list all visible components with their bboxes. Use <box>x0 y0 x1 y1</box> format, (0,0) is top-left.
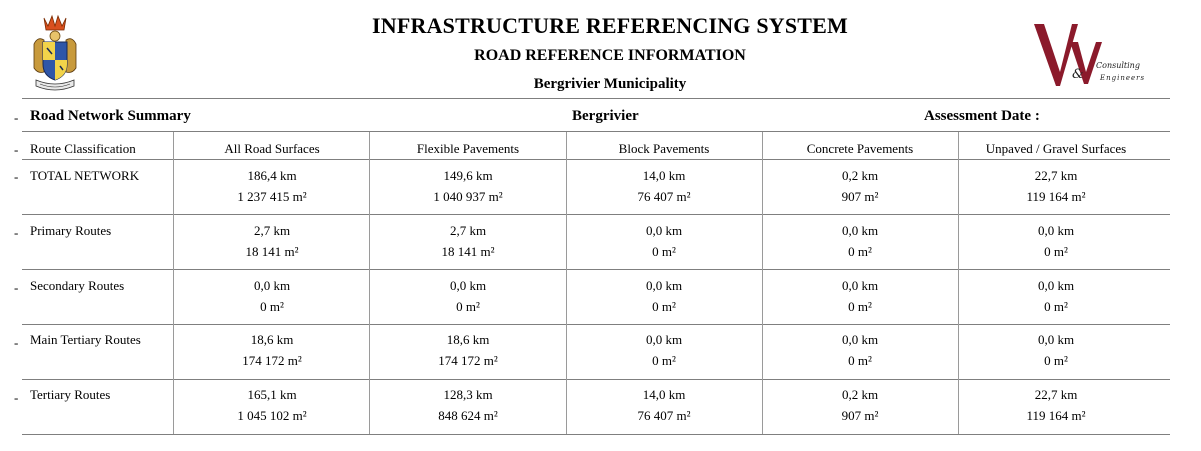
area-name: Bergrivier <box>572 108 639 124</box>
header-divider <box>22 98 1170 99</box>
length-value: 0,0 km <box>841 332 879 347</box>
svg-text:Engineers: Engineers <box>1100 74 1146 82</box>
length-value: 22,7 km <box>1034 168 1078 183</box>
row-marker: - <box>14 169 19 184</box>
row-marker: - <box>14 335 19 350</box>
row-label: Main Tertiary Routes <box>30 332 141 347</box>
length-value: 18,6 km <box>446 332 490 347</box>
area-value: 174 172 m² <box>438 353 498 368</box>
summary-divider <box>22 131 1170 132</box>
area-value: 1 237 415 m² <box>237 189 307 204</box>
row-marker: - <box>14 225 19 240</box>
area-value: 1 040 937 m² <box>433 189 503 204</box>
area-value: 0 m² <box>652 244 676 259</box>
length-value: 2,7 km <box>449 223 487 238</box>
length-value: 0,0 km <box>1037 278 1075 293</box>
area-value: 0 m² <box>848 353 872 368</box>
length-value: 18,6 km <box>250 332 294 347</box>
row-marker: - <box>14 280 19 295</box>
area-value: 907 m² <box>841 408 879 423</box>
length-value: 0,0 km <box>645 278 683 293</box>
length-value: 14,0 km <box>642 168 686 183</box>
column-header: Unpaved / Gravel Surfaces <box>985 141 1127 156</box>
row-marker: - <box>14 110 19 125</box>
length-value: 2,7 km <box>253 223 291 238</box>
length-value: 0,0 km <box>253 278 291 293</box>
page-subtitle: ROAD REFERENCE INFORMATION <box>474 47 746 64</box>
row-divider <box>22 214 1170 215</box>
area-value: 174 172 m² <box>242 353 302 368</box>
column-header: Concrete Pavements <box>806 141 914 156</box>
length-value: 0,0 km <box>449 278 487 293</box>
length-value: 0,0 km <box>1037 223 1075 238</box>
length-value: 165,1 km <box>247 387 297 402</box>
column-header-divider <box>22 159 1170 160</box>
column-header: Route Classification <box>30 141 136 156</box>
column-header: All Road Surfaces <box>224 141 320 156</box>
row-label: Secondary Routes <box>30 278 125 293</box>
column-header: Block Pavements <box>618 141 710 156</box>
row-label: Tertiary Routes <box>30 387 111 402</box>
area-value: 0 m² <box>652 353 676 368</box>
area-value: 119 164 m² <box>1026 408 1086 423</box>
row-divider <box>22 434 1170 435</box>
length-value: 0,0 km <box>1037 332 1075 347</box>
summary-title: Road Network Summary <box>30 108 191 124</box>
area-value: 0 m² <box>848 244 872 259</box>
area-value: 848 624 m² <box>438 408 498 423</box>
row-label: Primary Routes <box>30 223 112 238</box>
row-divider <box>22 324 1170 325</box>
assessment-date-label: Assessment Date : <box>924 108 1040 124</box>
area-value: 18 141 m² <box>245 244 299 259</box>
length-value: 0,2 km <box>841 168 879 183</box>
area-value: 0 m² <box>652 299 676 314</box>
area-value: 18 141 m² <box>441 244 495 259</box>
length-value: 14,0 km <box>642 387 686 402</box>
length-value: 0,0 km <box>841 223 879 238</box>
svg-text:&: & <box>1072 67 1084 82</box>
length-value: 22,7 km <box>1034 387 1078 402</box>
page-title: INFRASTRUCTURE REFERENCING SYSTEM <box>371 13 848 38</box>
length-value: 149,6 km <box>443 168 493 183</box>
length-value: 128,3 km <box>443 387 493 402</box>
row-label: TOTAL NETWORK <box>30 168 140 183</box>
length-value: 0,2 km <box>841 387 879 402</box>
row-divider <box>22 379 1170 380</box>
area-value: 0 m² <box>260 299 284 314</box>
row-marker: - <box>14 142 19 157</box>
area-value: 0 m² <box>1044 299 1068 314</box>
column-header: Flexible Pavements <box>416 141 520 156</box>
area-value: 0 m² <box>1044 244 1068 259</box>
area-value: 0 m² <box>848 299 872 314</box>
length-value: 0,0 km <box>645 223 683 238</box>
area-value: 0 m² <box>1044 353 1068 368</box>
length-value: 0,0 km <box>645 332 683 347</box>
svg-text:Consulting: Consulting <box>1096 61 1140 70</box>
length-value: 186,4 km <box>247 168 297 183</box>
row-divider <box>22 269 1170 270</box>
length-value: 0,0 km <box>841 278 879 293</box>
municipality-title: Bergrivier Municipality <box>533 76 687 92</box>
area-value: 76 407 m² <box>637 408 691 423</box>
row-marker: - <box>14 390 19 405</box>
area-value: 0 m² <box>456 299 480 314</box>
area-value: 907 m² <box>841 189 879 204</box>
area-value: 1 045 102 m² <box>237 408 307 423</box>
area-value: 119 164 m² <box>1026 189 1086 204</box>
area-value: 76 407 m² <box>637 189 691 204</box>
